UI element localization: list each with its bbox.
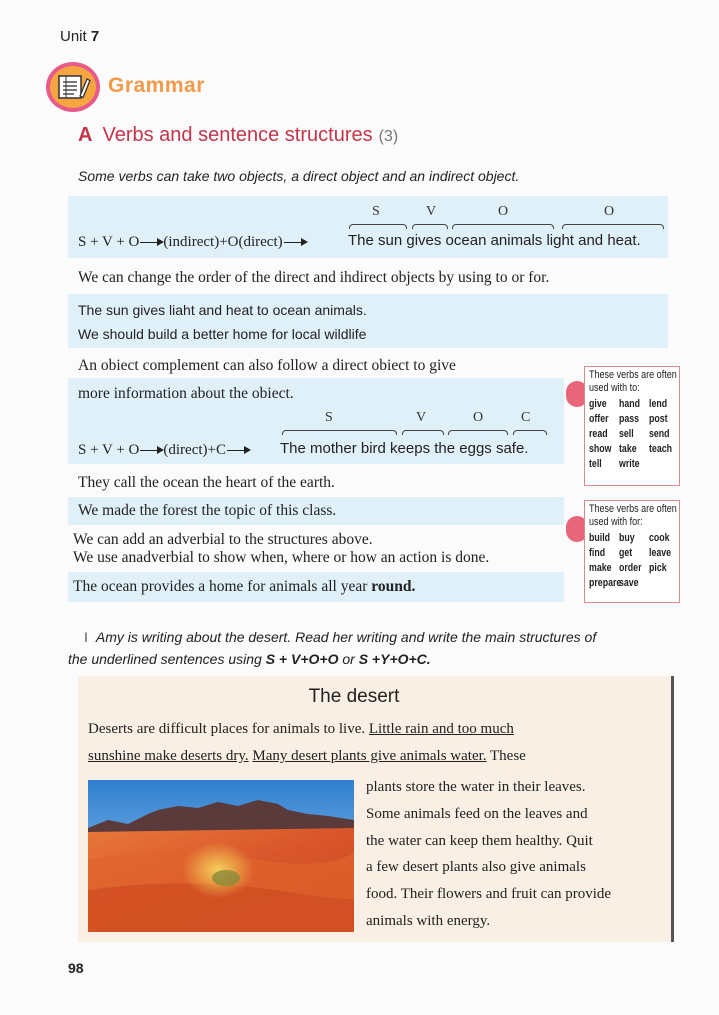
structure1-sentence: The sun gives ocean animals light and heat.: [348, 232, 641, 249]
brace-s: [282, 430, 397, 435]
desert-right-line: a few desert plants also give animals: [366, 859, 586, 875]
label-c: C: [521, 410, 531, 425]
exercise-instructions: I Amy is writing about the desert. Read her writing and write the main structures of the underlined sentences using S + V+O+O or S +Y+O+C.: [68, 629, 597, 667]
desert-right-line: food. Their flowers and fruit can provide: [366, 886, 612, 902]
label-s: S: [372, 204, 380, 219]
example-line: We should build a better home for local wildlife: [78, 326, 367, 342]
desert-title: The desert: [308, 686, 400, 707]
example3-line: The ocean provides a home for animals all year round.: [73, 578, 416, 595]
brace-v: [412, 224, 448, 229]
arrow-icon: [140, 242, 162, 244]
brace-s: [349, 224, 407, 229]
desert-line1: Deserts are difficult places for animals to live. Little rain and too much: [88, 721, 514, 737]
note-verbs-with-for: These verbs are often used with for: build buy cook find get leave make order pick prepare save: [584, 500, 680, 603]
order-note: We can change the order of the direct and ihdirect objects by using to or for.: [78, 269, 550, 286]
label-v: V: [426, 204, 437, 219]
notebook-pencil-icon: [54, 70, 92, 104]
brace-o1: [452, 224, 554, 229]
desert-right-line: animals with energy.: [366, 913, 491, 929]
example-line: They call the ocean the heart of the earth.: [78, 474, 335, 491]
section-title-grammar: Grammar: [108, 74, 205, 97]
complement-line1: An obiect complement can also follow a direct obiect to give: [78, 357, 456, 374]
brace-v: [402, 430, 444, 435]
brace-o: [448, 430, 508, 435]
example-line: The sun gives liaht and heat to ocean animals.: [78, 302, 367, 318]
example-line: We made the forest the topic of this class.: [78, 502, 337, 519]
arrow-icon: [227, 450, 249, 452]
structure2-formula: S + V + O (direct)+C: [78, 442, 250, 459]
label-o: O: [473, 410, 484, 425]
structure2-sentence: The mother bird keeps the eggs safe.: [280, 440, 529, 457]
label-o-direct: O: [604, 204, 615, 219]
desert-line2: sunshine make deserts dry. Many desert plants give animals water. These: [88, 748, 526, 764]
label-s: S: [325, 410, 333, 425]
subsection-a-title: A Verbs and sentence structures (3): [78, 124, 399, 146]
adverbial-line2: We use anadverbial to show when, where or how an action is done.: [73, 549, 490, 566]
label-v: V: [416, 410, 427, 425]
desert-right-line: the water can keep them healthy. Quit: [366, 833, 593, 849]
structure1-formula: S + V + O (indirect)+O(direct): [78, 234, 307, 251]
desert-right-line: Some animals feed on the leaves and: [366, 806, 588, 822]
brace-o2: [562, 224, 664, 229]
note-verbs-with-to: These verbs are often used with to: give hand lend offer pass post read sell send show take teach tell write: [584, 366, 680, 486]
complement-line2: more information about the obiect.: [78, 385, 294, 402]
brace-c: [513, 430, 547, 435]
unit-label: Unit 7: [60, 28, 100, 45]
desert-right-line: plants store the water in their leaves.: [366, 779, 586, 795]
label-o-indirect: O: [498, 204, 509, 219]
page-number: 98: [68, 960, 84, 976]
intro-text: Some verbs can take two objects, a direct object and an indirect object.: [78, 168, 520, 184]
arrow-icon: [284, 242, 306, 244]
arrow-icon: [140, 450, 162, 452]
desert-photo: [88, 780, 354, 932]
adverbial-line1: We can add an adverbial to the structures above.: [73, 531, 373, 548]
